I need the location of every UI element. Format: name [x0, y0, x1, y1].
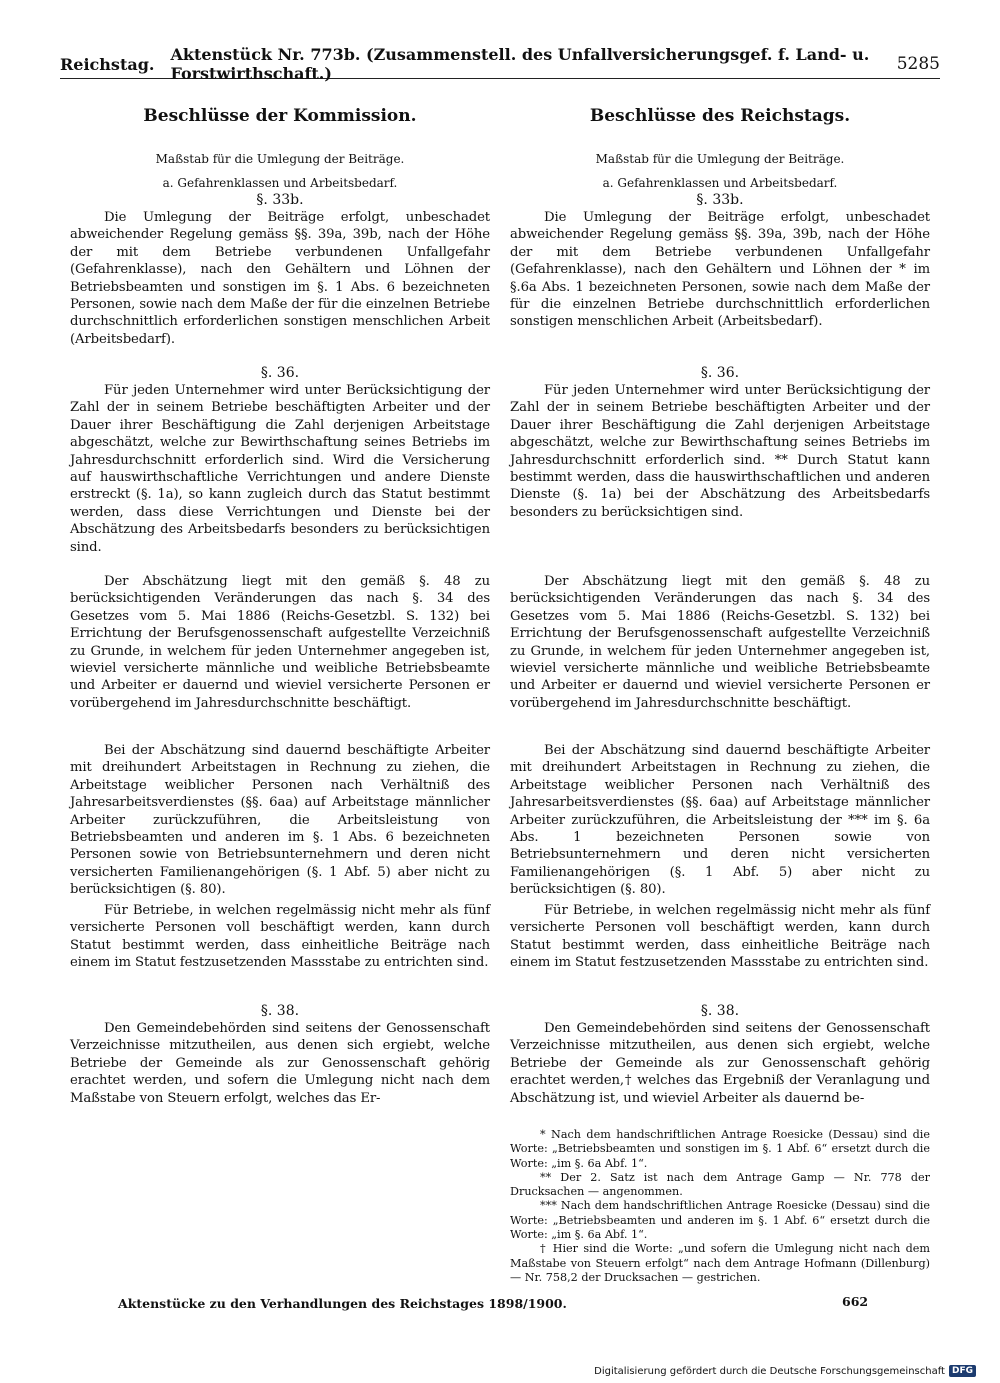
running-header — [60, 45, 940, 83]
left-section-38-block — [70, 1003, 490, 1107]
footnote-1: * Nach dem handschriftlichen Antrage Roesicke (Dessau) sind die Worte: „Betriebsbeamten und sonstigen im §. 1 Abf. 6“ ersetzt durch die Worte: „im §. 6a Abf. 1“. — [510, 1128, 930, 1170]
left-column-header — [70, 102, 490, 348]
left-paragraph-36-3: Bei der Abschätzung sind dauernd beschäftigte Arbeiter mit dreihundert Arbeitstagen in Rechnung zu ziehen, die Arbeitstage weiblicher Personen nach Verhältniß des Jahresarbeitsverdienstes (§§. 6aa) auf Arbeitstage männlicher Arbeiter zurückzuführen, die Arbeitsleistung von Betriebsbeamten und anderen im §. 1 Abs. 6 bezeichneten Personen sowie von Betriebsunternehmern und deren nicht versicherten Familienangehörigen (§. 1 Abf. 5) aber nicht zu berücksichtigen (§. 80). — [70, 743, 490, 898]
right-paragraph-36-3: Bei der Abschätzung sind dauernd beschäftigte Arbeiter mit dreihundert Arbeitstagen in Rechnung zu ziehen, die Arbeitstage weiblicher Personen nach Verhältniß des Jahresarbeitsverdienstes (§§. 6aa) auf Arbeitstage männlicher Arbeiter zurückzuführen, die Arbeitsleistung der *** im §. 6a Abs. 1 bezeichneten Personen sowie von Betriebsunternehmern und deren nicht versicherten Familienangehörigen (§. 1 Abf. 5) aber nicht zu berücksichtigen (§. 80). — [510, 743, 930, 898]
right-section-38: §. 38. — [700, 1003, 740, 1019]
right-section-36-block — [510, 365, 930, 521]
left-column-title: Beschlüsse der Kommission. — [143, 106, 417, 126]
left-paragraph-36-1: Für jeden Unternehmer wird unter Berücksichtigung der Zahl der in seinem Betriebe beschäftigten Arbeiter und der Dauer ihrer Beschäftigung die Zahl derjenigen Arbeitstage abgeschätzt, welche zur Bewirthschaftung seines Betriebs im Jahresdurchschnitt erforderlich sind. Wird die Versicherung auf hauswirthschaftliche Verrichtungen und andere Dienste erstreckt (§. 1a), so kann zugleich durch das Statut bestimmt werden, dass diese Verrichtungen und Dienste bei der Abschätzung des Arbeitsbedarfs besonders zu berücksichtigen sind. — [70, 383, 490, 555]
left-section-36-block — [70, 365, 490, 556]
right-subheading-2: a. Gefahrenklassen und Arbeitsbedarf. — [602, 176, 838, 190]
footnote-2: ** Der 2. Satz ist nach dem Antrage Gamp — Nr. 778 der Drucksachen — angenommen. — [510, 1170, 930, 1199]
footnote-3: *** Nach dem handschriftlichen Antrage Roesicke (Dessau) sind die Worte: „Betriebsbeamten und anderen im §. 1 Abf. 6“ ersetzt durch die Worte: „im §. 6a Abf. 1“. — [510, 1199, 930, 1242]
right-subheading-1: Maßstab für die Umlegung der Beiträge. — [595, 152, 845, 166]
left-paragraph-36-2: Der Abschätzung liegt mit den gemäß §. 48 zu berücksichtigenden Veränderungen das nach §. 34 des Gesetzes vom 5. Mai 1886 (Reichs-Gesetzbl. S. 132) bei Errichtung der Berufsgenossenschaft aufgestellte Verzeichniß zu Grunde, in welchem für jeden Unternehmer angegeben ist, wieviel versicherte männliche und weibliche Betriebsbeamte und Arbeiter er dauernd und wieviel versicherte Personen er vorübergehend im Jahresdurchschnitte beschäftigt. — [70, 574, 490, 711]
page-number: 5285 — [896, 54, 940, 74]
left-paragraph-33b: Die Umlegung der Beiträge erfolgt, unbeschadet abweichender Regelung gemäss §§. 39a, 39b, nach der Höhe der mit dem Betriebe verbundenen Unfallgefahr (Gefahrenklasse), nach den Gehältern und Löhnen der Betriebsbeamten und sonstigen im §. 1 Abs. 6 bezeichneten Personen, sowie nach dem Maße der für die einzelnen Betriebe durchschnittlich erforderlichen sonstigen menschlichen Arbeit (Arbeitsbedarf). — [70, 210, 490, 347]
right-paragraph-38: Den Gemeindebehörden sind seitens der Genossenschaft Verzeichnisse mitzutheilen, aus denen sich ergiebt, welche Betriebe der Gemeinde als zur Genossenschaft gehörig erachtet werden,† welches das Ergebniß der Veranlagung und Abschätzung ist, und wieviel Arbeiter als dauernd be- — [510, 1021, 930, 1106]
left-section-36: §. 36. — [260, 365, 300, 381]
footer-source: Aktenstücke zu den Verhandlungen des Reichstages 1898/1900. — [118, 1296, 567, 1311]
right-paragraph-36-4: Für Betriebe, in welchen regelmässig nicht mehr als fünf versicherte Personen voll beschäftigt werden, kann durch Statut bestimmt werden, dass einheitliche Beiträge nach einem im Statut festzusetzenden Massstabe zu entrichten sind. — [510, 903, 930, 971]
right-paragraph-36-1: Für jeden Unternehmer wird unter Berücksichtigung der Zahl der in seinem Betriebe beschäftigten Arbeiter und der Dauer ihrer Beschäftigung die Zahl derjenigen Arbeitstage abgeschätzt, welche zur Bewirthschaftung seines Betriebs im Jahresdurchschnitt erforderlich sind. ** Durch Statut kann bestimmt werden, dass die hauswirthschaftlichen und anderen Dienste (§. 1a) bei der Abschätzung des Arbeitsbedarfs besonders zu berücksichtigen sind. — [510, 383, 930, 520]
header-left: Reichstag. — [60, 54, 155, 74]
left-paragraph-36-2-wrap — [70, 573, 490, 712]
right-paragraph-36-3-wrap — [510, 742, 930, 899]
left-paragraph-36-4: Für Betriebe, in welchen regelmässig nicht mehr als fünf versicherte Personen voll beschäftigt werden, kann durch Statut bestimmt werden, dass einheitliche Beiträge nach einem im Statut festzusetzenden Massstabe zu entrichten sind. — [70, 903, 490, 971]
right-paragraph-36-4-wrap — [510, 902, 930, 972]
right-section-36: §. 36. — [700, 365, 740, 381]
dfg-logo-icon: DFG — [949, 1365, 976, 1377]
left-paragraph-36-3-wrap — [70, 742, 490, 899]
right-column-title: Beschlüsse des Reichstags. — [589, 106, 851, 126]
right-section-38-block — [510, 1003, 930, 1107]
footnotes — [510, 1128, 930, 1285]
right-section-33b: §. 33b. — [696, 192, 744, 208]
left-section-33b: §. 33b. — [256, 192, 304, 208]
credit-text: Digitalisierung gefördert durch die Deutsche Forschungsgemeinschaft — [594, 1365, 945, 1377]
left-section-38: §. 38. — [260, 1003, 300, 1019]
left-paragraph-38: Den Gemeindebehörden sind seitens der Genossenschaft Verzeichnisse mitzutheilen, aus denen sich ergiebt, welche Betriebe der Gemeinde als zur Genossenschaft gehörig erachtet werden, und sofern die Umlegung nicht nach dem Maßstabe von Steuern erfolgt, welches das Er- — [70, 1021, 490, 1106]
digitization-credit — [594, 1365, 976, 1377]
left-subheading-1: Maßstab für die Umlegung der Beiträge. — [155, 152, 405, 166]
right-paragraph-36-2-wrap — [510, 573, 930, 712]
header-title: Aktenstück Nr. 773b. (Zusammenstell. des Unfallversicherungsgef. f. Land- u. Forstwirthschaft.) — [170, 45, 870, 83]
left-paragraph-36-4-wrap — [70, 902, 490, 972]
left-subheading-2: a. Gefahrenklassen und Arbeitsbedarf. — [162, 176, 398, 190]
right-paragraph-36-2: Der Abschätzung liegt mit den gemäß §. 48 zu berücksichtigenden Veränderungen das nach §. 34 des Gesetzes vom 5. Mai 1886 (Reichs-Gesetzbl. S. 132) bei Errichtung der Berufsgenossenschaft aufgestellte Verzeichniß zu Grunde, in welchem für jeden Unternehmer angegeben ist, wieviel versicherte männliche und weibliche Betriebsbeamte und Arbeiter er dauernd und wieviel versicherte Personen er vorübergehend im Jahresdurchschnitte beschäftigt. — [510, 574, 930, 711]
footnote-4: † Hier sind die Worte: „und sofern die Umlegung nicht nach dem Maßstabe von Steuern erfolgt“ nach dem Antrage Hofmann (Dillenburg) — Nr. 758,2 der Drucksachen — gestrichen. — [510, 1242, 930, 1284]
right-column-header — [510, 102, 930, 331]
right-paragraph-33b: Die Umlegung der Beiträge erfolgt, unbeschadet abweichender Regelung gemäss §§. 39a, 39b, nach der Höhe der mit dem Betriebe verbundenen Unfallgefahr (Gefahrenklasse), nach den Gehältern und Löhnen der * im §.6a Abs. 1 bezeichneten Personen, sowie nach dem Maße der für die einzelnen Betriebe durchschnittlich erforderlichen sonstigen menschlichen Arbeit (Arbeitsbedarf). — [510, 210, 930, 330]
footer-sheet-number: 662 — [842, 1294, 869, 1309]
